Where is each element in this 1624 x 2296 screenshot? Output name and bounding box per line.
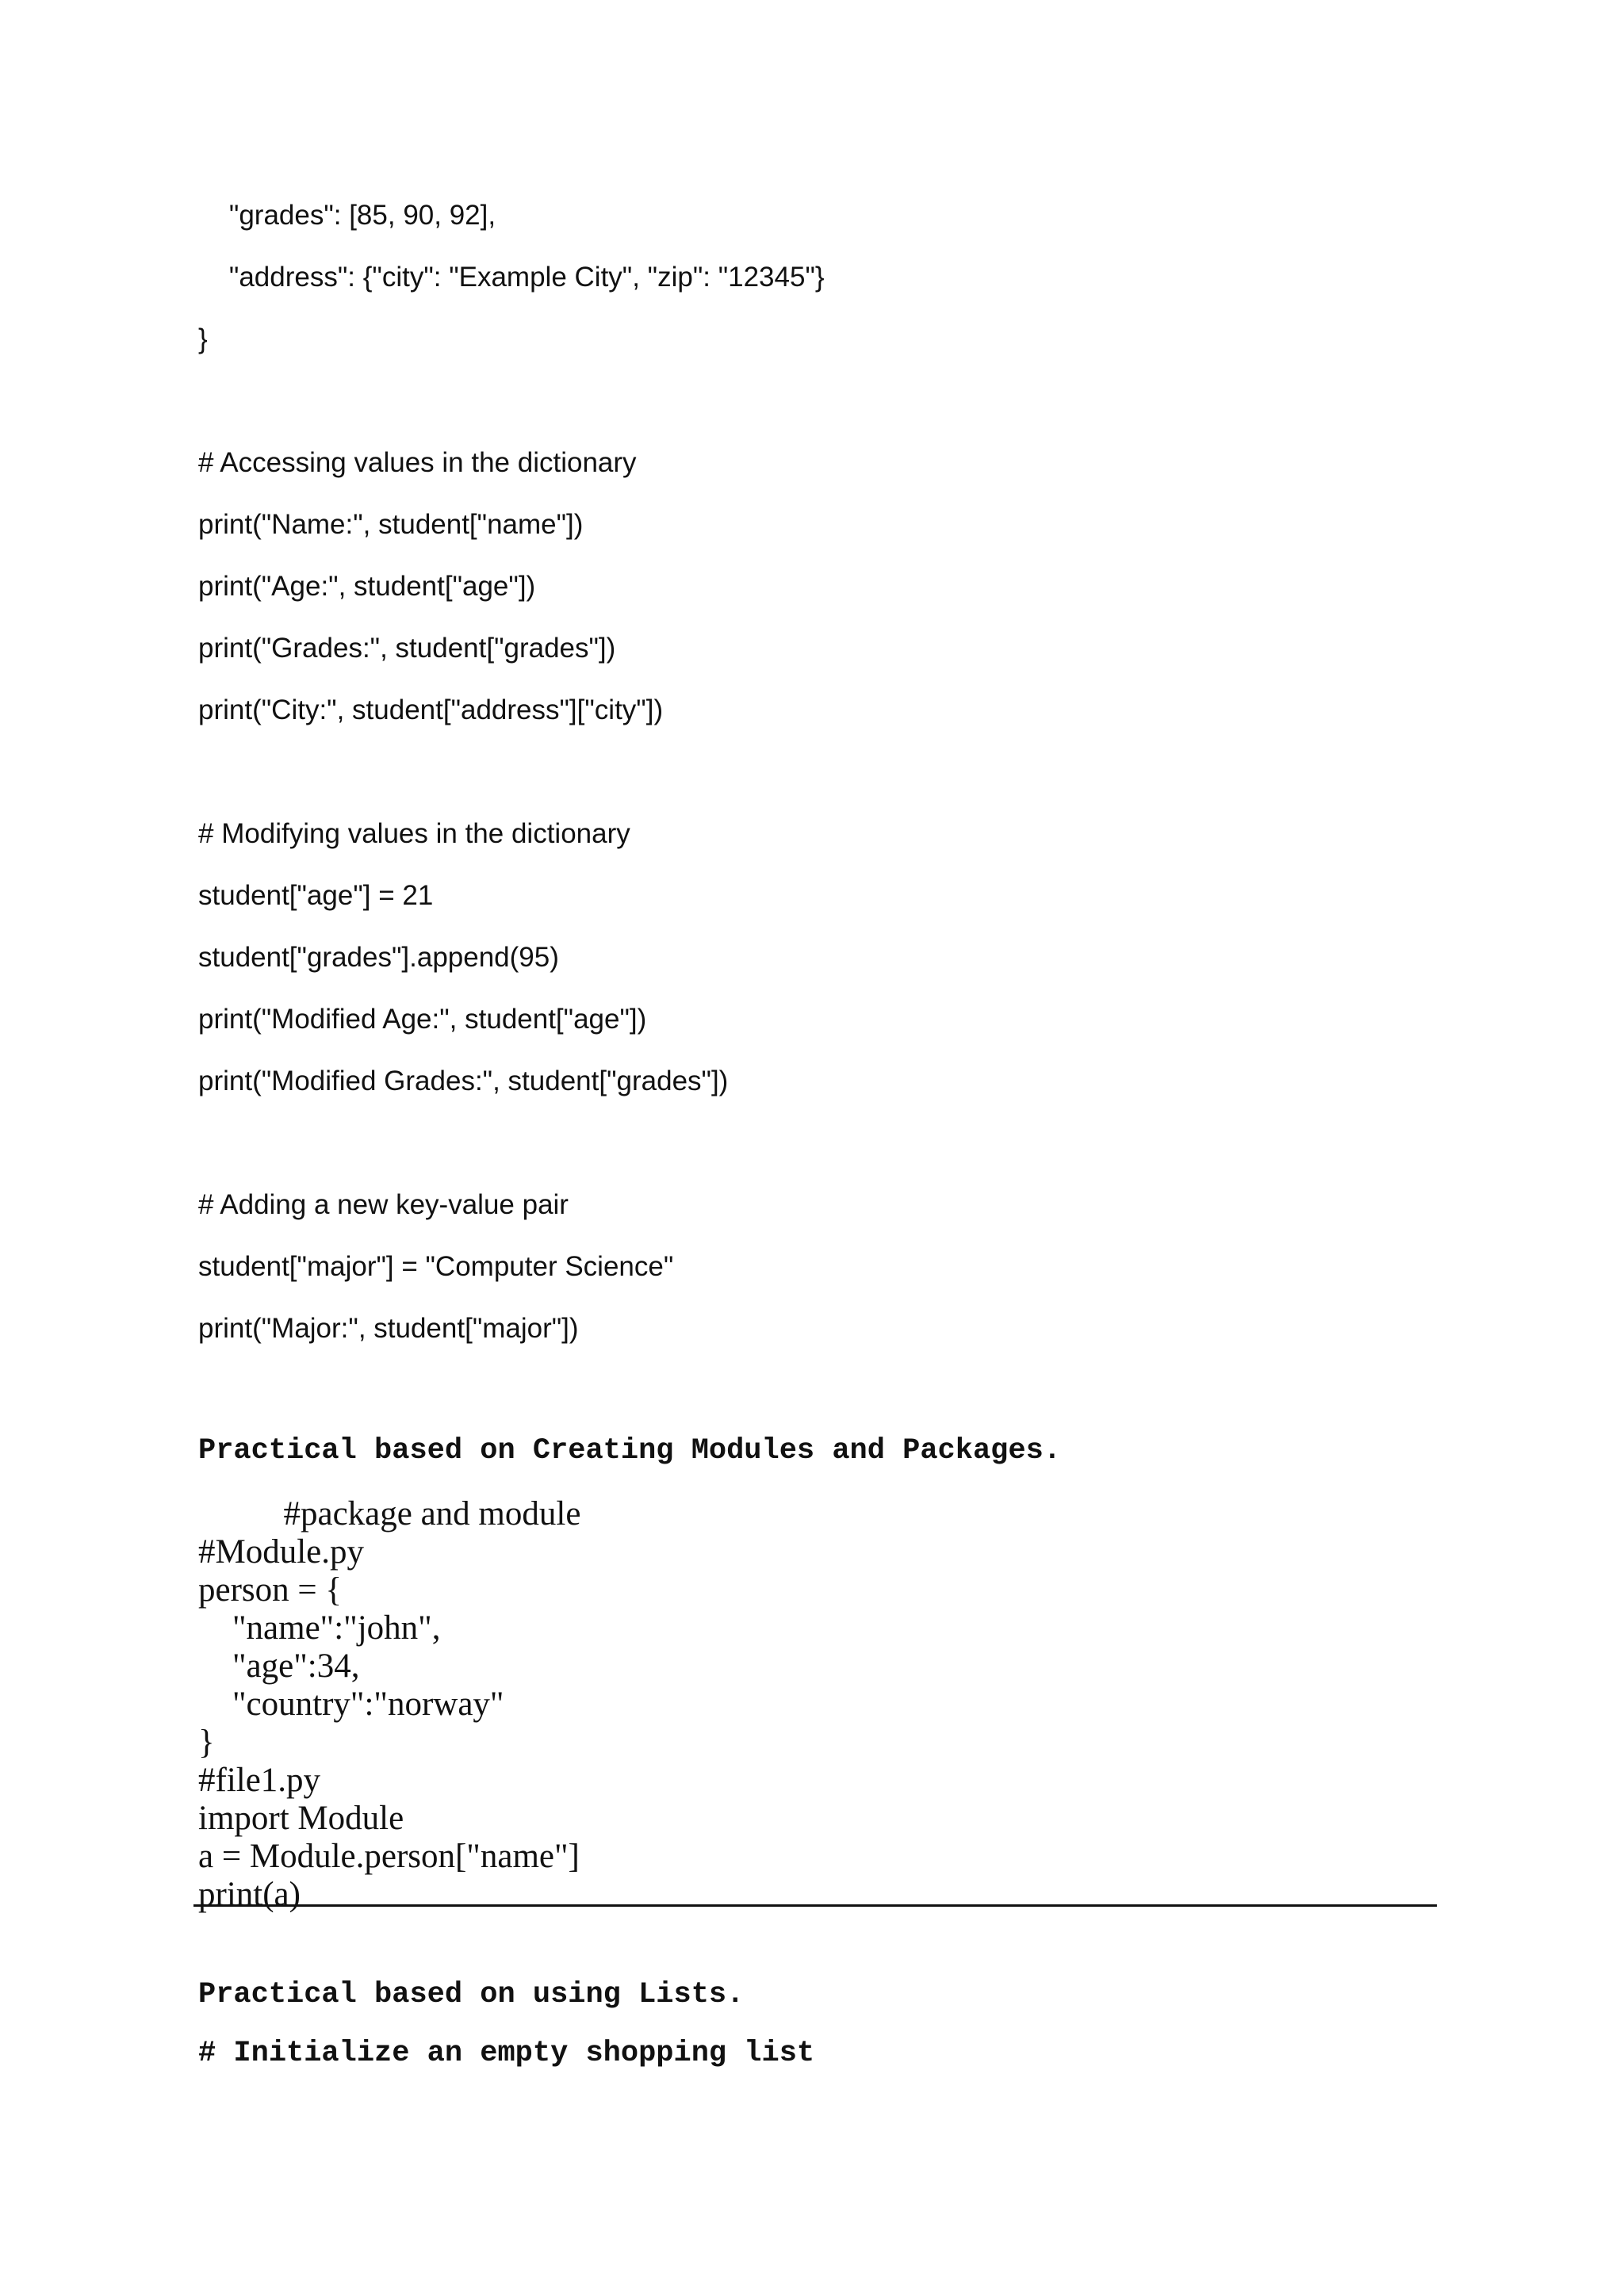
- horizontal-divider: [193, 1904, 1437, 1907]
- code-line: "address": {"city": "Example City", "zip": "12345"}: [198, 262, 825, 293]
- code-line: print("Age:", student["age"]): [198, 571, 536, 602]
- code-line: print("Name:", student["name"]): [198, 509, 584, 540]
- code-line: student["major"] = "Computer Science": [198, 1251, 674, 1282]
- code-comment: # Modifying values in the dictionary: [198, 818, 630, 849]
- code-comment: # Initialize an empty shopping list: [198, 2037, 815, 2070]
- code-line: "name":"john",: [198, 1609, 441, 1647]
- code-line: print("Major:", student["major"]): [198, 1313, 579, 1344]
- code-line: print(a): [198, 1876, 301, 1913]
- code-comment: #Module.py: [198, 1533, 365, 1571]
- code-line: print("Grades:", student["grades"]): [198, 633, 616, 664]
- code-line: print("Modified Age:", student["age"]): [198, 1004, 647, 1035]
- code-line: student["grades"].append(95): [198, 942, 559, 973]
- code-line: a = Module.person["name"]: [198, 1838, 580, 1875]
- section-heading-lists: Practical based on using Lists.: [198, 1978, 745, 2011]
- code-comment: # Accessing values in the dictionary: [198, 447, 637, 478]
- code-line: person = {: [198, 1571, 343, 1609]
- code-comment: # Adding a new key-value pair: [198, 1189, 569, 1220]
- code-line: "grades": [85, 90, 92],: [198, 200, 496, 231]
- code-line: }: [198, 323, 208, 354]
- code-line: student["age"] = 21: [198, 880, 434, 911]
- section-heading-modules: Practical based on Creating Modules and Packages.: [198, 1434, 1061, 1468]
- code-line: print("Modified Grades:", student["grades"]): [198, 1066, 729, 1096]
- code-comment: #file1.py: [198, 1762, 321, 1799]
- code-line: "age":34,: [198, 1647, 360, 1685]
- code-line: import Module: [198, 1800, 404, 1837]
- code-line: "country":"norway": [198, 1686, 504, 1723]
- code-line: }: [198, 1724, 215, 1761]
- code-line: print("City:", student["address"]["city"]): [198, 695, 664, 725]
- code-comment: #package and module: [198, 1495, 581, 1533]
